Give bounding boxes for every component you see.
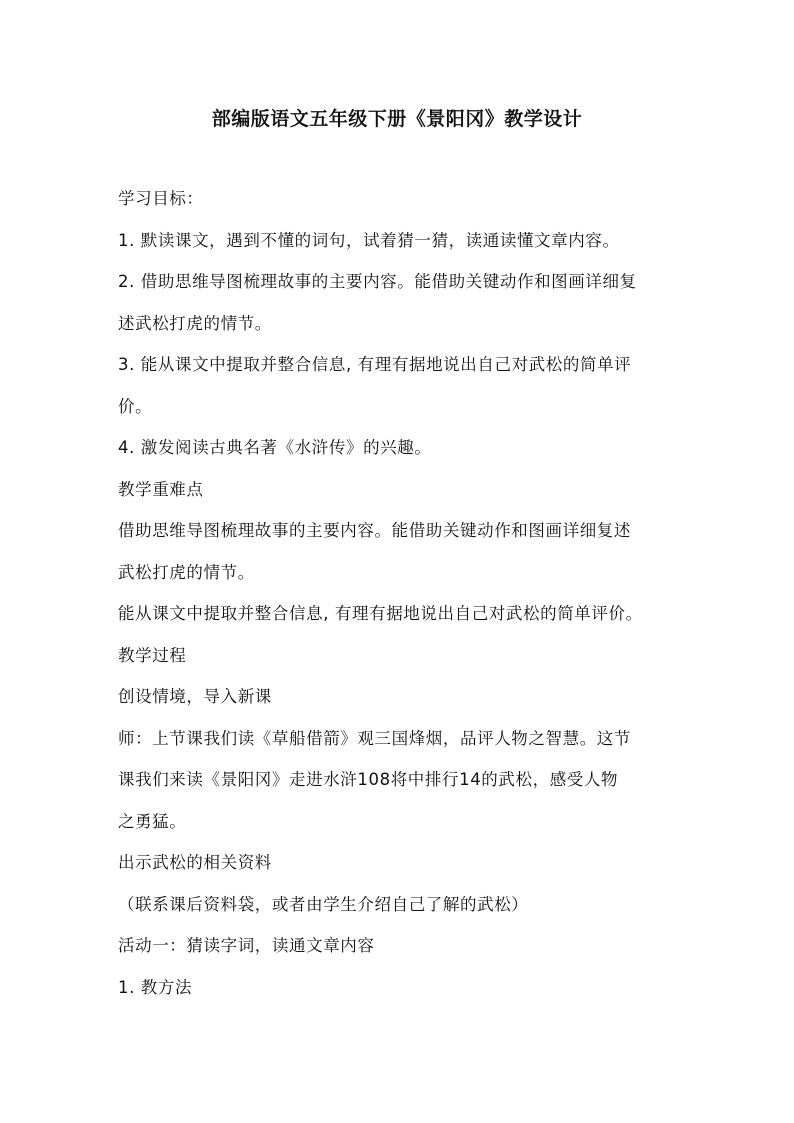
heading-learning-goals: 学习目标： <box>118 189 204 208</box>
activity-1-step-1: 1. 教方法 <box>118 977 193 997</box>
materials-note: （联系课后资料袋，或者由学生介绍自己了解的武松） <box>118 894 529 914</box>
document-title: 部编版语文五年级下册《景阳冈》教学设计 <box>211 108 583 130</box>
section-intro: 创设情境，导入新课 <box>118 687 272 706</box>
teacher-line-3: 之勇猛。 <box>118 811 187 831</box>
teacher-line-1: 师：上节课我们读《草船借箭》观三国烽烟，品评人物之智慧。这节 <box>118 728 631 748</box>
show-materials: 出示武松的相关资料 <box>118 853 272 872</box>
goal-1: 1. 默读课文，遇到不懂的词句，试着猜一猜，读通读懂文章内容。 <box>118 230 620 250</box>
goal-2-line-1: 2. 借助思维导图梳理故事的主要内容。能借助关键动作和图画详细复 <box>118 272 637 291</box>
key-point-1-line-1: 借助思维导图梳理故事的主要内容。能借助关键动作和图画详细复述 <box>118 521 631 540</box>
activity-1-heading: 活动一：猜读字词，读通文章内容 <box>118 936 375 955</box>
key-point-1-line-2: 武松打虎的情节。 <box>118 562 255 582</box>
heading-key-points: 教学重难点 <box>118 479 204 499</box>
teacher-line-2: 课我们来读《景阳冈》走进水浒108将中排行14的武松，感受人物 <box>118 770 619 789</box>
heading-teaching-process: 教学过程 <box>118 645 187 665</box>
goal-3-line-1: 3. 能从课文中提取并整合信息, 有理有据地说出自己对武松的简单评 <box>118 355 632 374</box>
goal-3-line-2: 价。 <box>118 396 153 416</box>
goal-4: 4. 激发阅读古典名著《水浒传》的兴趣。 <box>118 438 432 457</box>
key-point-2: 能从课文中提取并整合信息, 有理有据地说出自己对武松的简单评价。 <box>118 604 643 623</box>
goal-2-line-2: 述武松打虎的情节。 <box>118 313 272 333</box>
document-body <box>118 178 688 1008</box>
